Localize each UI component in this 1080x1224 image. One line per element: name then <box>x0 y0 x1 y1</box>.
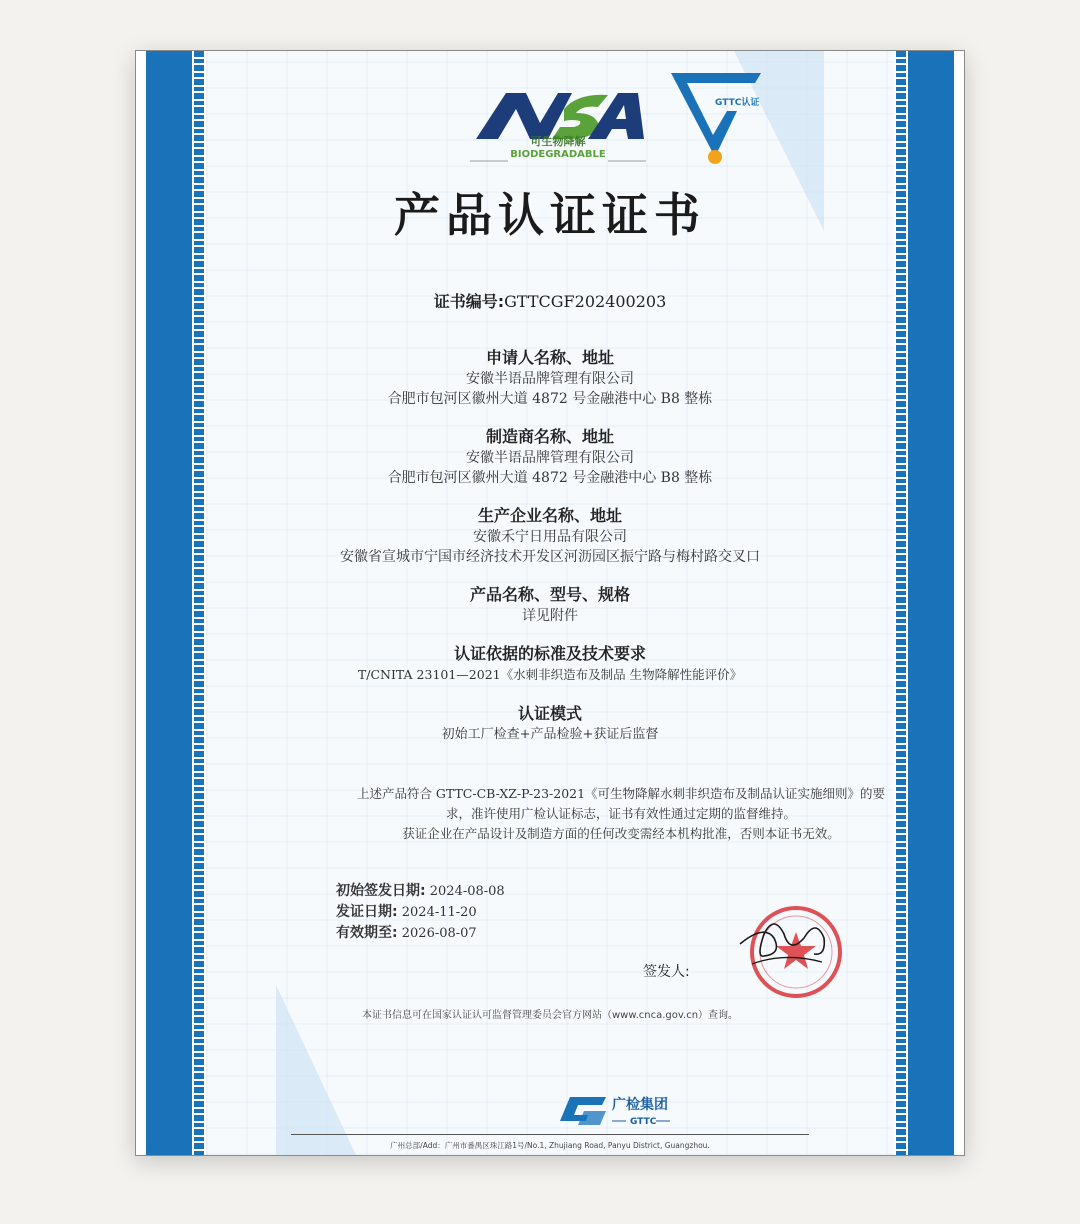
manufacturer-section <box>206 426 894 488</box>
svg-text:GTTC: GTTC <box>630 1117 657 1127</box>
footer-divider <box>291 1134 809 1135</box>
headquarters-address: 广州总部/Add：广州市番禺区珠江路1号/No.1, Zhujiang Road, Panyu District, Guangzhou. <box>390 1141 710 1150</box>
product-section <box>206 584 894 626</box>
certificate-number-value: GTTCGF202400203 <box>504 292 667 311</box>
section-line: 合肥市包河区徽州大道 4872 号金融港中心 B8 整栋 <box>387 470 713 486</box>
section-line: 安徽省宣城市宁国市经济技术开发区河沥园区振宁路与梅村路交叉口 <box>340 549 760 565</box>
section-heading: 认证依据的标准及技术要求 <box>453 644 646 663</box>
note-line: 上述产品符合 GTTC-CB-XZ-P-23-2021《可生物降解水刺非织造布及制品认证实施细则》的要 <box>356 786 886 801</box>
factory-section <box>206 505 894 567</box>
nsa-chinese-label: 可生物降解 <box>530 135 586 148</box>
svg-text:GTTC认证: GTTC认证 <box>715 98 760 108</box>
section-line: 合肥市包河区徽州大道 4872 号金融港中心 B8 整栋 <box>387 391 713 407</box>
right-fret-border <box>896 51 906 1155</box>
gttc-group-logo <box>558 1091 698 1131</box>
official-seal-stamp <box>734 894 844 1004</box>
section-heading: 制造商名称、地址 <box>485 427 614 446</box>
svg-text:广检集团: 广检集团 <box>612 1097 668 1113</box>
certificate-number-label: 证书编号: <box>433 292 505 311</box>
section-line: T/CNITA 23101—2021《水刺非织造布及制品 生物降解性能评价》 <box>357 667 743 682</box>
left-fret-border <box>194 51 204 1155</box>
expiry-date: 有效期至: 2026-08-07 <box>336 925 477 941</box>
page-title: 产品认证证书 <box>394 188 706 242</box>
nsa-english-label: BIODEGRADABLE <box>510 149 606 160</box>
initial-issue-date: 初始签发日期: 2024-08-08 <box>336 883 505 899</box>
note-line: 获证企业在产品设计及制造方面的任何改变需经本机构批准，否则本证书无效。 <box>402 826 840 841</box>
section-line: 详见附件 <box>522 608 578 624</box>
dates-block <box>336 881 505 944</box>
section-line: 安徽半语品牌管理有限公司 <box>466 371 634 387</box>
section-heading: 申请人名称、地址 <box>485 348 614 367</box>
certificate-number <box>206 289 894 312</box>
standard-section <box>206 643 894 685</box>
certification-mode-section <box>206 703 894 745</box>
section-heading: 认证模式 <box>517 704 582 723</box>
applicant-section <box>206 347 894 409</box>
section-line: 初始工厂检查+产品检验+获证后监督 <box>441 727 659 742</box>
compliance-note <box>336 784 906 844</box>
section-heading: 产品名称、型号、规格 <box>469 585 630 604</box>
section-heading: 生产企业名称、地址 <box>477 506 622 525</box>
certificate-document <box>135 50 965 1156</box>
note-line: 求，准许使用广检认证标志，证书有效性通过定期的监督维持。 <box>445 806 796 821</box>
section-line: 安徽半语品牌管理有限公司 <box>466 450 634 466</box>
right-border-band <box>908 51 954 1155</box>
left-border-band <box>146 51 192 1155</box>
certificate-body <box>206 51 894 1155</box>
verification-note: 本证书信息可在国家认证认可监督管理委员会官方网站（www.cnca.gov.cn）查询。 <box>361 1010 739 1021</box>
issue-date: 发证日期: 2024-11-20 <box>336 904 477 920</box>
section-line: 安徽禾宁日用品有限公司 <box>473 529 627 545</box>
gttc-certification-mark <box>669 71 769 171</box>
signer-label: 签发人: <box>643 964 690 980</box>
